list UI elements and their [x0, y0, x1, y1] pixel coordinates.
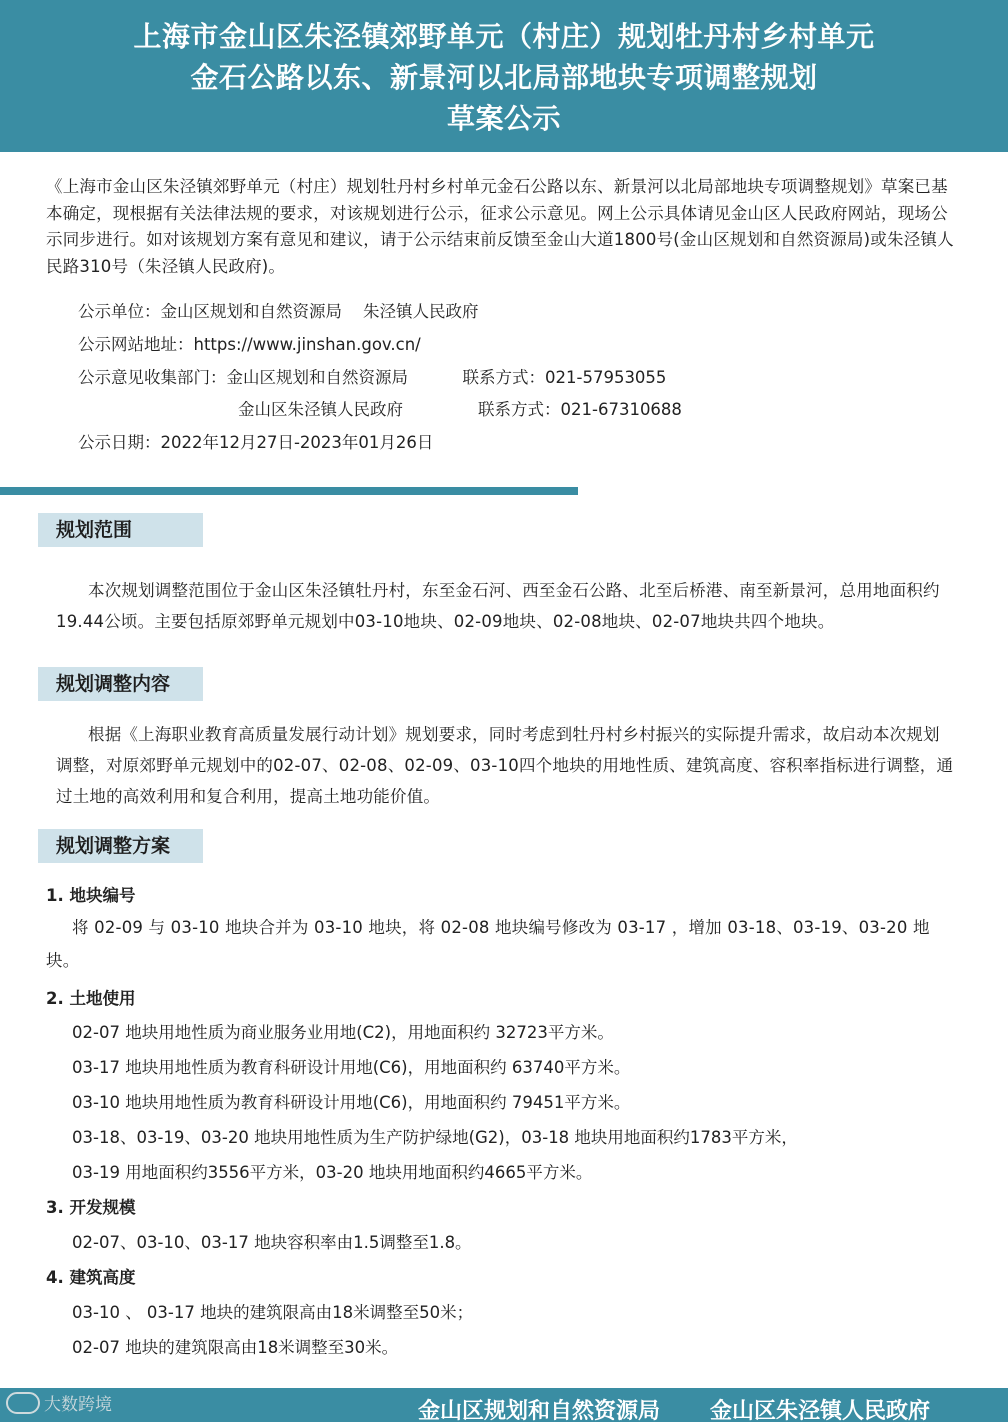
dept-1: 金山区规划和自然资源局	[226, 368, 408, 387]
footer-org-2: 金山区朱泾镇人民政府	[710, 1399, 931, 1424]
scope-paragraph	[56, 575, 956, 637]
plan-line-2e: 03-19 用地面积约3556平方米，03-20 地块用地面积约4665平方米。	[72, 1163, 593, 1182]
watermark-logo-icon	[6, 1392, 40, 1414]
plan-line-2c: 03-10 地块用地性质为教育科研设计用地(C6)，用地面积约 79451平方米。	[72, 1093, 631, 1112]
contact-label-1: 联系方式：	[462, 368, 545, 387]
date-value: 2022年12月27日-2023年01月26日	[160, 433, 434, 452]
title-line-3: 草案公示	[446, 102, 561, 135]
plan-heading-2: 2. 土地使用	[46, 989, 136, 1008]
title-banner	[0, 0, 1008, 152]
title-line-1: 上海市金山区朱泾镇郊野单元（村庄）规划牡丹村乡村单元	[133, 20, 875, 53]
site-link[interactable]: https://www.jinshan.gov.cn/	[193, 335, 421, 354]
plan-line-4b: 02-07 地块的建筑限高由18米调整至30米。	[72, 1338, 399, 1357]
footer-org-1: 金山区规划和自然资源局	[418, 1399, 661, 1424]
section-title-plan: 规划调整方案	[38, 829, 203, 863]
plan-heading-4: 4. 建筑高度	[46, 1268, 136, 1287]
plan-heading-3: 3. 开发规模	[46, 1198, 136, 1217]
section-title-content: 规划调整内容	[38, 667, 203, 701]
scope-text: 本次规划调整范围位于金山区朱泾镇牡丹村，东至金石河、西至金石公路、北至后桥港、南至新景河，总用地面积约19.44公顷。主要包括原郊野单元规划中03-10地块、02-09地块、02-08地块、02-07地块共四个地块。	[56, 581, 940, 631]
plan-line-2a: 02-07 地块用地性质为商业服务业用地(C2)，用地面积约 32723平方米。	[72, 1023, 614, 1042]
plan-paragraph-1	[46, 911, 950, 977]
info-unit	[78, 301, 978, 323]
info-date	[78, 432, 978, 454]
section-title-scope: 规划范围	[38, 513, 203, 547]
content-paragraph	[56, 719, 956, 812]
unit-label: 公示单位：	[78, 302, 161, 321]
plan-line-2d: 03-18、03-19、03-20 地块用地性质为生产防护绿地(G2)，03-18 地块用地面积约1783平方米，	[72, 1128, 798, 1147]
dept-2: 金山区朱泾镇人民政府	[238, 400, 403, 419]
plan-line-2b: 03-17 地块用地性质为教育科研设计用地(C6)，用地面积约 63740平方米。	[72, 1058, 631, 1077]
intro-paragraph	[46, 174, 956, 280]
info-dept-2	[238, 399, 1008, 421]
intro-text: 《上海市金山区朱泾镇郊野单元（村庄）规划牡丹村乡村单元金石公路以东、新景河以北局部地块专项调整规划》草案已基本确定，现根据有关法律法规的要求，对该规划进行公示，征求公示意见。网上公示具体请见金山区人民政府网站，现场公示同步进行。如对该规划方案有意见和建议，请于公示结束前反馈至金山大道1800号(金山区规划和自然资源局)或朱泾镇人民路310号（朱泾镇人民政府)。	[46, 177, 954, 276]
watermark	[6, 1390, 112, 1415]
unit-value: 金山区规划和自然资源局 朱泾镇人民政府	[160, 302, 479, 321]
plan-line-4a: 03-10 、 03-17 地块的建筑限高由18米调整至50米；	[72, 1303, 474, 1322]
plan-line-3a: 02-07、03-10、03-17 地块容积率由1.5调整至1.8。	[72, 1233, 472, 1252]
dept-label: 公示意见收集部门：	[78, 368, 227, 387]
plan-text-1: 将 02-09 与 03-10 地块合并为 03-10 地块，将 02-08 地块编号修改为 03-17 ，增加 03-18、03-19、03-20 地块。	[46, 918, 930, 970]
info-dept-1	[78, 367, 978, 389]
date-label: 公示日期：	[78, 433, 161, 452]
footer-bar	[0, 1388, 1008, 1422]
watermark-text: 大数跨境	[44, 1395, 112, 1415]
title-line-2: 金石公路以东、新景河以北局部地块专项调整规划	[190, 61, 818, 94]
phone-2: 021-67310688	[560, 400, 682, 419]
content-text: 根据《上海职业教育高质量发展行动计划》规划要求，同时考虑到牡丹村乡村振兴的实际提升需求，故启动本次规划调整，对原郊野单元规划中的02-07、02-08、02-09、03-10四个地块的用地性质、建筑高度、容积率指标进行调整，通过土地的高效利用和复合利用，提高土地功能价值。	[56, 725, 954, 806]
info-site	[78, 334, 978, 356]
site-label: 公示网站地址：	[78, 335, 194, 354]
plan-heading-1: 1. 地块编号	[46, 886, 136, 905]
contact-label-2: 联系方式：	[478, 400, 561, 419]
phone-1: 021-57953055	[545, 368, 667, 387]
section-divider	[0, 487, 578, 495]
